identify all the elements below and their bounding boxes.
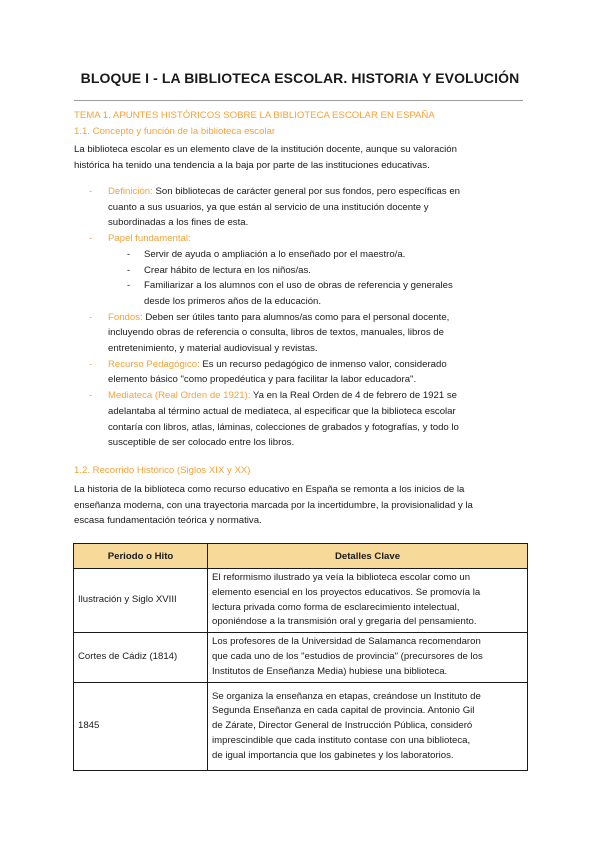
bullet-dash: - bbox=[89, 311, 93, 323]
sub-bullet-dash: - bbox=[127, 264, 131, 276]
details-line: imprescindible que cada instituto contase con una biblioteca, bbox=[212, 735, 471, 747]
intro-line: histórica ha tenido una tendencia a la baja por parte de las instituciones educativas. bbox=[74, 159, 430, 171]
bullet-recurso-pedagogico bbox=[74, 357, 526, 388]
section-heading-1-1: 1.1. Concepto y función de la biblioteca escolar bbox=[74, 126, 276, 137]
bullet-text: incluyendo obras de referencia o consulta, libros de textos, manuales, libros de bbox=[108, 327, 444, 339]
bullet-text: Ya en la Real Orden de 4 de febrero de 1921 se bbox=[252, 390, 457, 402]
sub-bullet-dash: - bbox=[127, 248, 131, 260]
period-cell: Cortes de Cádiz (1814) bbox=[74, 633, 208, 683]
sub-bullet-dash: - bbox=[127, 280, 131, 292]
section-heading-1-2: 1.2. Recorrido Histórico (Siglos XIX y XX) bbox=[74, 465, 251, 476]
details-line: oponiéndose a la transmisión oral y gregaria del pensamiento. bbox=[212, 616, 477, 628]
details-cell bbox=[208, 569, 528, 633]
table-row bbox=[74, 633, 528, 683]
bullet-mediateca bbox=[74, 388, 526, 451]
column-header-detalles: Detalles Clave bbox=[208, 544, 528, 569]
history-paragraph bbox=[74, 482, 526, 529]
details-line: elemento esencial en los proyectos educativos. Se promovía la bbox=[212, 586, 481, 598]
sub-bullet bbox=[74, 247, 526, 263]
details-line: Se organiza la enseñanza en etapas, creándose un Instituto de bbox=[212, 690, 481, 702]
details-cell bbox=[208, 683, 528, 771]
history-line: enseñanza moderna, con una trayectoria marcada por la incertidumbre, la provisionalidad y la bbox=[74, 499, 473, 511]
bullet-dash: - bbox=[89, 390, 93, 402]
bullet-dash: - bbox=[89, 233, 93, 245]
bullet-text: Son bibliotecas de carácter general por sus fondos, pero específicas en bbox=[155, 186, 460, 197]
details-line: que cada uno de los "estudios de provincia" (precursores de los bbox=[212, 651, 483, 663]
sub-bullet-text: Servir de ayuda o ampliación a lo enseñado por el maestro/a. bbox=[144, 248, 406, 260]
bullet-dash: - bbox=[89, 358, 93, 370]
bullet-text: cuanto a sus usuarios, ya que están al servicio de una institución docente y bbox=[108, 201, 429, 213]
bullet-dash: - bbox=[89, 186, 93, 197]
history-line: escasa fundamentación teórica y normativa. bbox=[74, 515, 262, 527]
details-cell bbox=[208, 633, 528, 683]
details-line: de Zárate, Director General de Instrucción Pública, consideró bbox=[212, 720, 473, 732]
bullet-term: Definición: bbox=[108, 186, 153, 197]
bullet-text: subordinadas a los fines de esta. bbox=[108, 217, 249, 229]
bullet-text: Es un recurso pedagógico de inmenso valor, considerado bbox=[202, 358, 447, 370]
intro-paragraph bbox=[74, 142, 526, 173]
bullet-text: elemento básico "como propedéutica y para facilitar la labor educadora". bbox=[108, 374, 417, 386]
sub-bullet bbox=[74, 263, 526, 279]
bullet-text: susceptible de ser colocado entre los libros. bbox=[108, 437, 295, 449]
sub-bullet-text: desde los primeros años de la educación. bbox=[144, 295, 322, 307]
bullet-text: Deben ser útiles tanto para alumnos/as como para el personal docente, bbox=[145, 311, 450, 323]
tema-heading: TEMA 1. APUNTES HISTÓRICOS SOBRE LA BIBLIOTECA ESCOLAR EN ESPAÑA bbox=[74, 110, 435, 121]
bullet-fondos bbox=[74, 310, 526, 357]
intro-line: La biblioteca escolar es un elemento clave de la institución docente, aunque su valoración bbox=[74, 144, 457, 155]
table-header-row bbox=[74, 544, 528, 569]
details-line: Los profesores de la Universidad de Salamanca recomendaron bbox=[212, 636, 481, 648]
bullet-definicion bbox=[74, 184, 526, 231]
bullet-text: entretenimiento, y material audiovisual y revistas. bbox=[108, 343, 318, 355]
details-line: de igual importancia que los gabinetes y los laboratorios. bbox=[212, 749, 454, 761]
page-title: BLOQUE I - LA BIBLIOTECA ESCOLAR. HISTORIA Y EVOLUCIÓN bbox=[80, 70, 520, 86]
title-divider bbox=[74, 100, 523, 101]
column-header-periodo: Periodo o Hito bbox=[74, 544, 208, 569]
bullet-text: adelantaba al término actual de mediateca, al especificar que la biblioteca escolar bbox=[108, 405, 456, 417]
table-row bbox=[74, 569, 528, 633]
details-line: Segunda Enseñanza en cada capital de provincia. Antonio Gil bbox=[212, 705, 475, 717]
bullet-term: Fondos: bbox=[108, 311, 143, 323]
details-line: El reformismo ilustrado ya veía la biblioteca escolar como un bbox=[212, 572, 471, 583]
bullet-term: Mediateca (Real Orden de 1921): bbox=[108, 390, 251, 402]
details-line: Institutos de Enseñanza Media) hubiese una biblioteca. bbox=[212, 666, 448, 678]
sub-bullet bbox=[74, 278, 526, 309]
history-line: La historia de la biblioteca como recurso educativo en España se remonta a los inicios de la bbox=[74, 484, 465, 495]
bullet-term: Recurso Pedagógico: bbox=[108, 358, 200, 370]
table-row bbox=[74, 683, 528, 771]
concept-bullet-list bbox=[74, 184, 526, 451]
history-table bbox=[73, 543, 528, 771]
sub-bullet-text: Familiarizar a los alumnos con el uso de obras de referencia y generales bbox=[144, 280, 453, 292]
bullet-term: Papel fundamental: bbox=[108, 233, 191, 245]
bullet-papel-fundamental bbox=[74, 231, 526, 247]
details-line: lectura privada como forma de esclarecimiento intelectual, bbox=[212, 601, 460, 613]
period-cell: 1845 bbox=[74, 683, 208, 771]
period-cell: Ilustración y Siglo XVIII bbox=[74, 569, 208, 633]
bullet-text: contaría con libros, atlas, láminas, colecciones de grabados y fotografías, y todo lo bbox=[108, 421, 459, 433]
sub-bullet-text: Crear hábito de lectura en los niños/as. bbox=[144, 264, 311, 276]
